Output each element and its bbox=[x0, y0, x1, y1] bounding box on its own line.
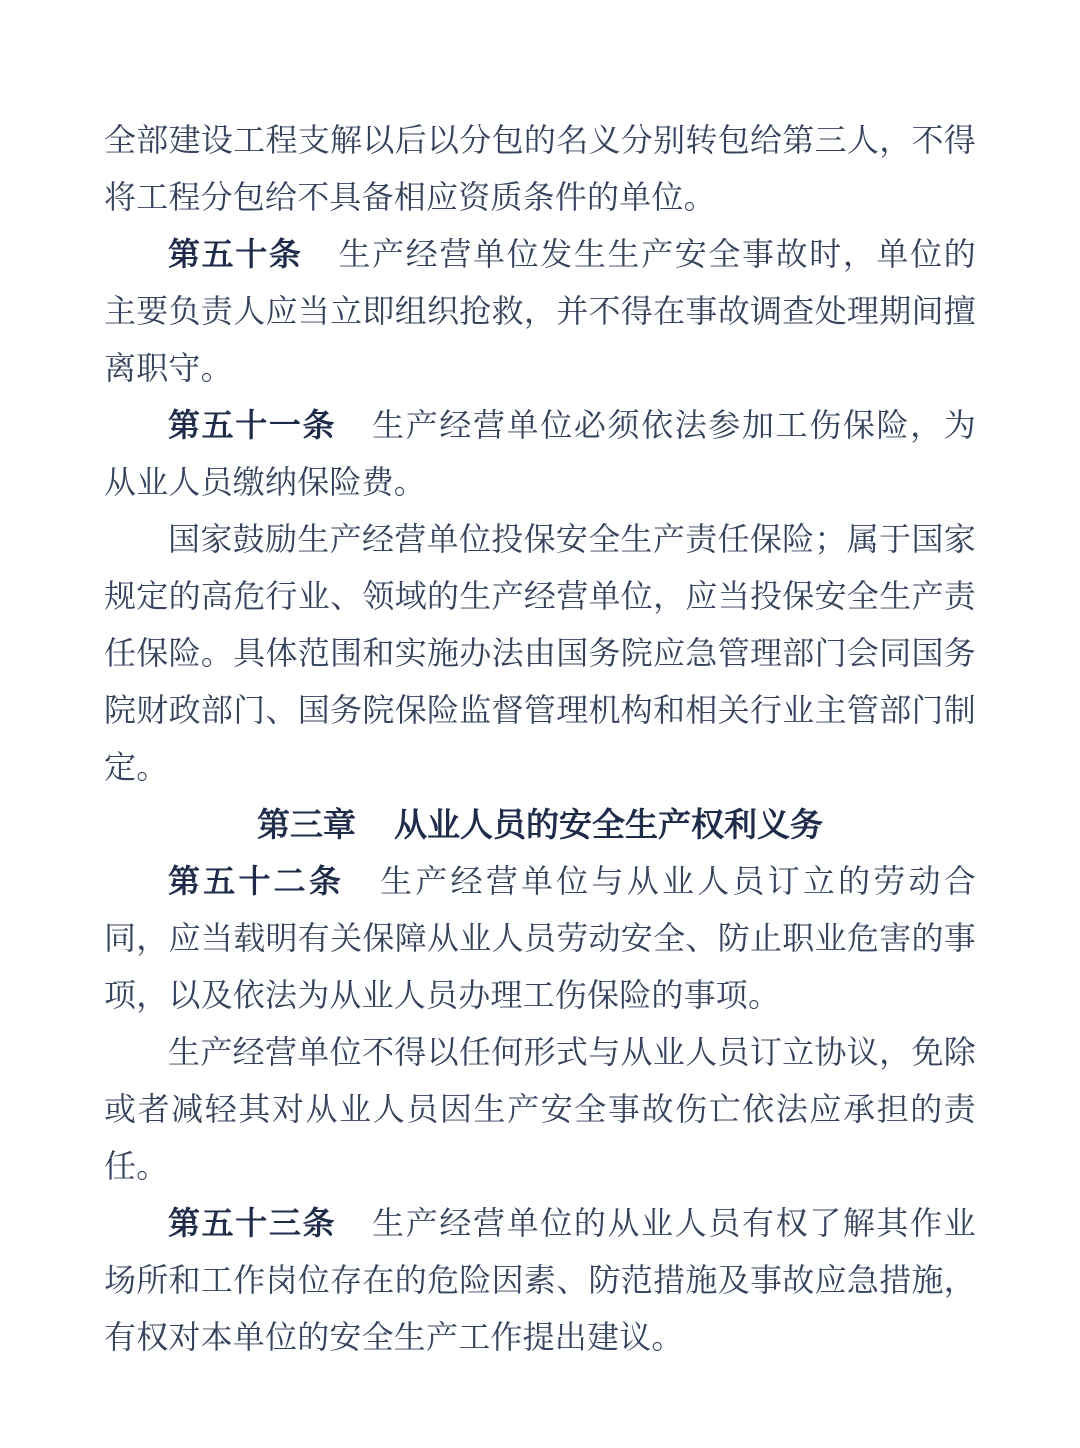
document-content bbox=[104, 112, 976, 1366]
chapter-number: 第三章 bbox=[257, 806, 356, 843]
article-50-paragraph bbox=[104, 226, 976, 397]
article-53-paragraph bbox=[104, 1195, 976, 1366]
article-51-text: 生产经营单位必须依法参加工伤保险，为从业人员缴纳保险费。 bbox=[104, 407, 976, 500]
paragraph-text: 全部建设工程支解以后以分包的名义分别转包给第三人，不得将工程分包给不具备相应资质条件的单位。 bbox=[104, 122, 976, 215]
chapter-3-heading bbox=[104, 796, 976, 853]
paragraph-text: 国家鼓励生产经营单位投保安全生产责任保险；属于国家规定的高危行业、领域的生产经营单位，应当投保安全生产责任保险。具体范围和实施办法由国务院应急管理部门会同国务院财政部门、国务院保险监督管理机构和相关行业主管部门制定。 bbox=[104, 521, 976, 785]
article-51-number: 第五十一条 bbox=[168, 407, 337, 443]
article-53-number: 第五十三条 bbox=[168, 1205, 337, 1241]
article-50-number: 第五十条 bbox=[168, 236, 303, 272]
article-53-text: 生产经营单位的从业人员有权了解其作业场所和工作岗位存在的危险因素、防范措施及事故应急措施，有权对本单位的安全生产工作提出建议。 bbox=[104, 1205, 976, 1355]
article-52-number: 第五十二条 bbox=[168, 863, 345, 899]
chapter-title: 从业人员的安全生产权利义务 bbox=[394, 806, 823, 843]
paragraph-text: 生产经营单位不得以任何形式与从业人员订立协议，免除或者减轻其对从业人员因生产安全事故伤亡依法应承担的责任。 bbox=[104, 1034, 976, 1184]
article-50-text: 生产经营单位发生生产安全事故时，单位的主要负责人应当立即组织抢救，并不得在事故调查处理期间擅离职守。 bbox=[104, 236, 976, 386]
article-52-paragraph bbox=[104, 853, 976, 1024]
article-51-second-paragraph bbox=[104, 511, 976, 796]
paragraph-continuation bbox=[104, 112, 976, 226]
article-52-second-paragraph bbox=[104, 1024, 976, 1195]
article-52-text: 生产经营单位与从业人员订立的劳动合同，应当载明有关保障从业人员劳动安全、防止职业危害的事项，以及依法为从业人员办理工伤保险的事项。 bbox=[104, 863, 976, 1013]
article-51-paragraph bbox=[104, 397, 976, 511]
